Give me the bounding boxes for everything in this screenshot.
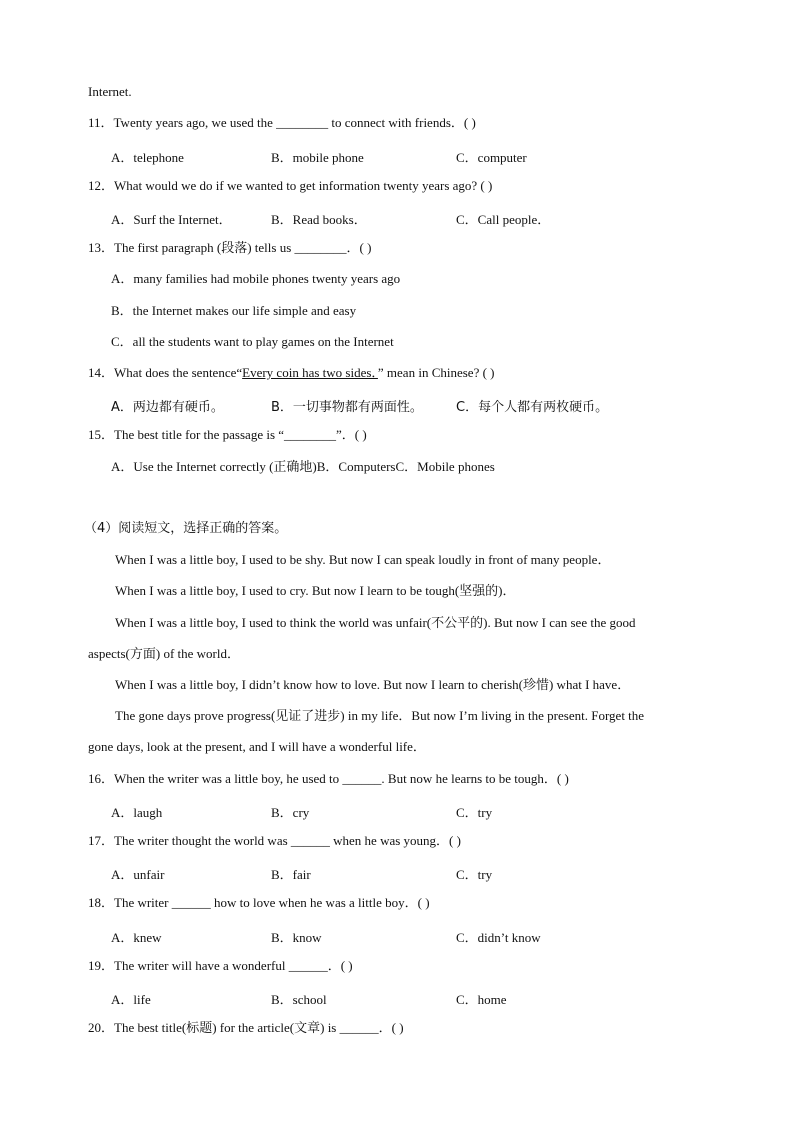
- question-17-options: [111, 864, 761, 880]
- question-14-stem-before: 14．What does the sentence“: [88, 365, 243, 380]
- passage-paragraph-continued: gone days, look at the present, and I will have a wonderful life．: [88, 739, 426, 754]
- section-4-heading: （4）阅读短文，选择正确的答案。: [84, 521, 288, 536]
- option-a: A．telephone: [111, 150, 184, 165]
- question-14-stem: [88, 365, 495, 381]
- question-13-option-a: A．many families had mobile phones twenty years ago: [111, 271, 401, 286]
- question-13-stem: 13．The first paragraph (段落) tells us ________．( ): [88, 240, 372, 255]
- option-c: C．didn’t know: [456, 930, 541, 945]
- question-19-options: [111, 989, 761, 1005]
- passage-paragraph-continued: aspects(方面) of the world．: [88, 646, 240, 661]
- continued-text: Internet.: [88, 84, 132, 99]
- question-18-stem: 18．The writer ______ how to love when he was a little boy．( ): [88, 895, 430, 910]
- option-c: C．try: [456, 867, 493, 882]
- passage-paragraph: When I was a little boy, I used to be shy. But now I can speak loudly in front of many people．: [115, 552, 611, 567]
- option-a: A．life: [111, 992, 151, 1007]
- question-14-stem-after: ” mean in Chinese? ( ): [377, 365, 495, 380]
- option-b: B．school: [271, 992, 327, 1007]
- option-c: C．每个人都有两枚硬币。: [456, 400, 609, 415]
- question-16-options: [111, 802, 761, 818]
- option-a: A．knew: [111, 930, 162, 945]
- option-b: B．fair: [271, 867, 311, 882]
- option-c: C．Call people．: [456, 212, 551, 227]
- passage-paragraph: When I was a little boy, I didn’t know how to love. But now I learn to cherish(珍惜) what I have．: [115, 677, 631, 692]
- option-b: B．Read books．: [271, 212, 367, 227]
- option-b: B．cry: [271, 805, 310, 820]
- option-c: C．home: [456, 992, 507, 1007]
- passage-paragraph: When I was a little boy, I used to cry. But now I learn to be tough(坚强的)．: [115, 583, 516, 598]
- question-15-stem: 15．The best title for the passage is “________”．( ): [88, 427, 367, 442]
- question-11-stem: 11．Twenty years ago, we used the ________ to connect with friends．( ): [88, 115, 476, 130]
- question-15-options: A．Use the Internet correctly (正确地)B．ComputersC．Mobile phones: [111, 459, 495, 474]
- question-18-options: [111, 927, 761, 943]
- question-16-stem: 16．When the writer was a little boy, he used to ______. But now he learns to be tough．( ): [88, 771, 569, 786]
- question-11-options: [111, 147, 761, 163]
- option-a: A．两边都有硬币。: [111, 400, 224, 415]
- question-19-stem: 19．The writer will have a wonderful ______．( ): [88, 958, 353, 973]
- option-c: C．try: [456, 805, 493, 820]
- option-c: C．computer: [456, 150, 527, 165]
- option-a: A．laugh: [111, 805, 163, 820]
- option-b: B．know: [271, 930, 322, 945]
- question-13-option-c: C．all the students want to play games on the Internet: [111, 334, 394, 349]
- option-a: A．Surf the Internet．: [111, 212, 232, 227]
- question-12-options: [111, 209, 761, 225]
- question-12-stem: 12．What would we do if we wanted to get information twenty years ago? ( ): [88, 178, 493, 193]
- option-a: A．unfair: [111, 867, 165, 882]
- question-20-stem: 20．The best title(标题) for the article(文章) is ______．( ): [88, 1020, 404, 1035]
- option-b: B．一切事物都有两面性。: [271, 400, 423, 415]
- question-17-stem: 17．The writer thought the world was ______ when he was young．( ): [88, 833, 461, 848]
- question-14-options: [111, 396, 761, 415]
- option-b: B．mobile phone: [271, 150, 364, 165]
- passage-paragraph: The gone days prove progress(见证了进步) in my life．But now I’m living in the present. Forget the: [115, 708, 645, 723]
- question-14-quoted-sentence: Every coin has two sides．: [242, 365, 378, 380]
- question-13-option-b: B．the Internet makes our life simple and easy: [111, 303, 357, 318]
- passage-paragraph: When I was a little boy, I used to think the world was unfair(不公平的). But now I can see the good: [115, 615, 636, 630]
